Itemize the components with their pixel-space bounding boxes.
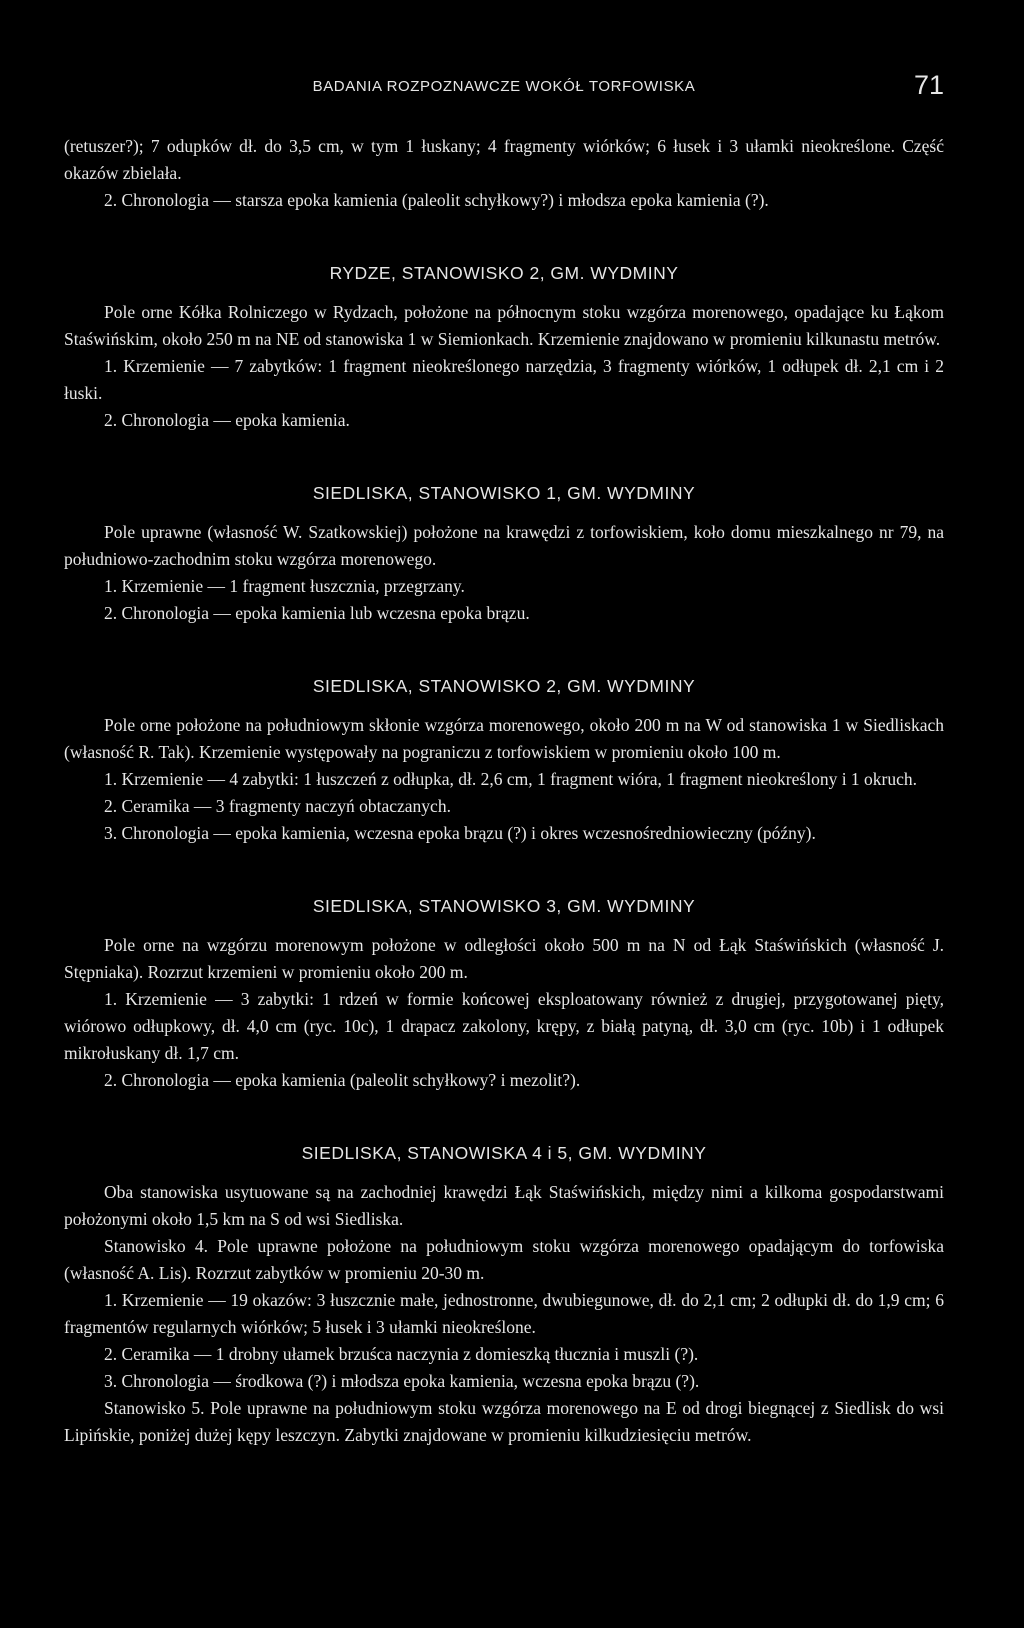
paragraph: 3. Chronologia — epoka kamienia, wczesna epoka brązu (?) i okres wczesnośredniowieczny (późny). — [104, 823, 816, 843]
body-text — [64, 133, 944, 1449]
section-heading: SIEDLISKA, STANOWISKO 3, GM. WYDMINY — [312, 896, 696, 916]
paragraph: 2. Chronologia — epoka kamienia lub wczesna epoka brązu. — [104, 603, 530, 623]
section-siedliska-1 — [64, 480, 944, 627]
section-heading: SIEDLISKA, STANOWISKO 2, GM. WYDMINY — [312, 676, 696, 696]
paragraph: Pole orne położone na południowym skłonie wzgórza morenowego, około 200 m na W od stanowiska 1 w Siedliskach (własność R. Tak). Krzemienie występowały na pograniczu z torfowiskiem w promieniu około 100 m. — [64, 715, 944, 762]
section-siedliska-3 — [64, 893, 944, 1094]
section-siedliska-4-5 — [64, 1140, 944, 1449]
paragraph: Stanowisko 4. Pole uprawne położone na południowym stoku wzgórza morenowego opadającym do torfowiska (własność A. Lis). Rozrzut zabytków w promieniu 20-30 m. — [64, 1236, 944, 1283]
paragraph: 1. Krzemienie — 1 fragment łuszcznia, przegrzany. — [104, 576, 465, 596]
paragraph: 1. Krzemienie — 19 okazów: 3 łuszcznie małe, jednostronne, dwubiegunowe, dł. do 2,1 cm; 2 odłupki dł. do 1,9 cm; 6 fragmentów regularnych wiórków; 5 łusek i 3 ułamki nieokreślone. — [64, 1290, 944, 1337]
page-number: 71 — [913, 70, 944, 100]
paragraph: 2. Chronologia — epoka kamienia (paleolit schyłkowy? i mezolit?). — [104, 1070, 581, 1090]
paragraph: Pole uprawne (własność W. Szatkowskiej) położone na krawędzi z torfowiskiem, koło domu mieszkalnego nr 79, na południowo-zachodnim stoku wzgórza morenowego. — [64, 522, 944, 569]
paragraph: Oba stanowiska usytuowane są na zachodniej krawędzi Łąk Staświńskich, między nimi a kilkoma gospodarstwami położonymi około 1,5 km na S od wsi Siedliska. — [64, 1182, 944, 1229]
paragraph: 1. Krzemienie — 7 zabytków: 1 fragment nieokreślonego narzędzia, 3 fragmenty wiórków, 1 odłupek dł. 2,1 cm i 2 łuski. — [64, 356, 944, 403]
running-header — [64, 70, 944, 110]
paragraph: Pole orne Kółka Rolniczego w Rydzach, położone na północnym stoku wzgórza morenowego, opadające ku Łąkom Staświńskim, około 250 m na NE od stanowiska 1 w Siemionkach. Krzemienie znajdowano w promieniu kilkunastu metrów. — [64, 302, 944, 349]
running-title: BADANIA ROZPOZNAWCZE WOKÓŁ TORFOWISKA — [312, 78, 696, 95]
section-heading: RYDZE, STANOWISKO 2, GM. WYDMINY — [329, 263, 679, 283]
paragraph: 2. Chronologia — epoka kamienia. — [104, 410, 350, 430]
section-siedliska-2 — [64, 673, 944, 847]
paragraph: 3. Chronologia — środkowa (?) i młodsza epoka kamienia, wczesna epoka brązu (?). — [104, 1371, 700, 1391]
section-rydze-2 — [64, 260, 944, 434]
paragraph: 2. Ceramika — 1 drobny ułamek brzuśca naczynia z domieszką tłucznia i muszli (?). — [104, 1344, 699, 1364]
paragraph: 1. Krzemienie — 4 zabytki: 1 łuszczeń z odłupka, dł. 2,6 cm, 1 fragment wióra, 1 fragment nieokreślony i 1 okruch. — [104, 769, 918, 789]
paragraph: 2. Ceramika — 3 fragmenty naczyń obtaczanych. — [104, 796, 451, 816]
paragraph: 1. Krzemienie — 3 zabytki: 1 rdzeń w formie końcowej eksploatowany również z drugiej, przygotowanej pięty, wiórowo odłupkowy, dł. 4,0 cm (ryc. 10c), 1 drapacz zakolony, krępy, z białą patyną, dł. 3,0 cm (ryc. 10b) i 1 odłupek mikrołuskany dł. 1,7 cm. — [64, 989, 944, 1063]
paragraph: Pole orne na wzgórzu morenowym położone w odległości około 500 m na N od Łąk Staświńskich (własność J. Stępniaka). Rozrzut krzemieni w promieniu około 200 m. — [64, 935, 944, 982]
section-heading: SIEDLISKA, STANOWISKA 4 i 5, GM. WYDMINY — [301, 1143, 707, 1163]
paragraph: (retuszer?); 7 odupków dł. do 3,5 cm, w tym 1 łuskany; 4 fragmenty wiórków; 6 łusek i 3 ułamki nieokreślone. Część okazów zbielała. — [64, 136, 944, 183]
section-heading: SIEDLISKA, STANOWISKO 1, GM. WYDMINY — [312, 483, 696, 503]
paragraph: Stanowisko 5. Pole uprawne na południowym stoku wzgórza morenowego na E od drogi biegnącej z Siedlisk do wsi Lipińskie, poniżej dużej kępy leszczyn. Zabytki znajdowane w promieniu kilkudziesięciu metrów. — [64, 1398, 944, 1445]
paragraph: 2. Chronologia — starsza epoka kamienia (paleolit schyłkowy?) i młodsza epoka kamienia (?). — [104, 190, 769, 210]
